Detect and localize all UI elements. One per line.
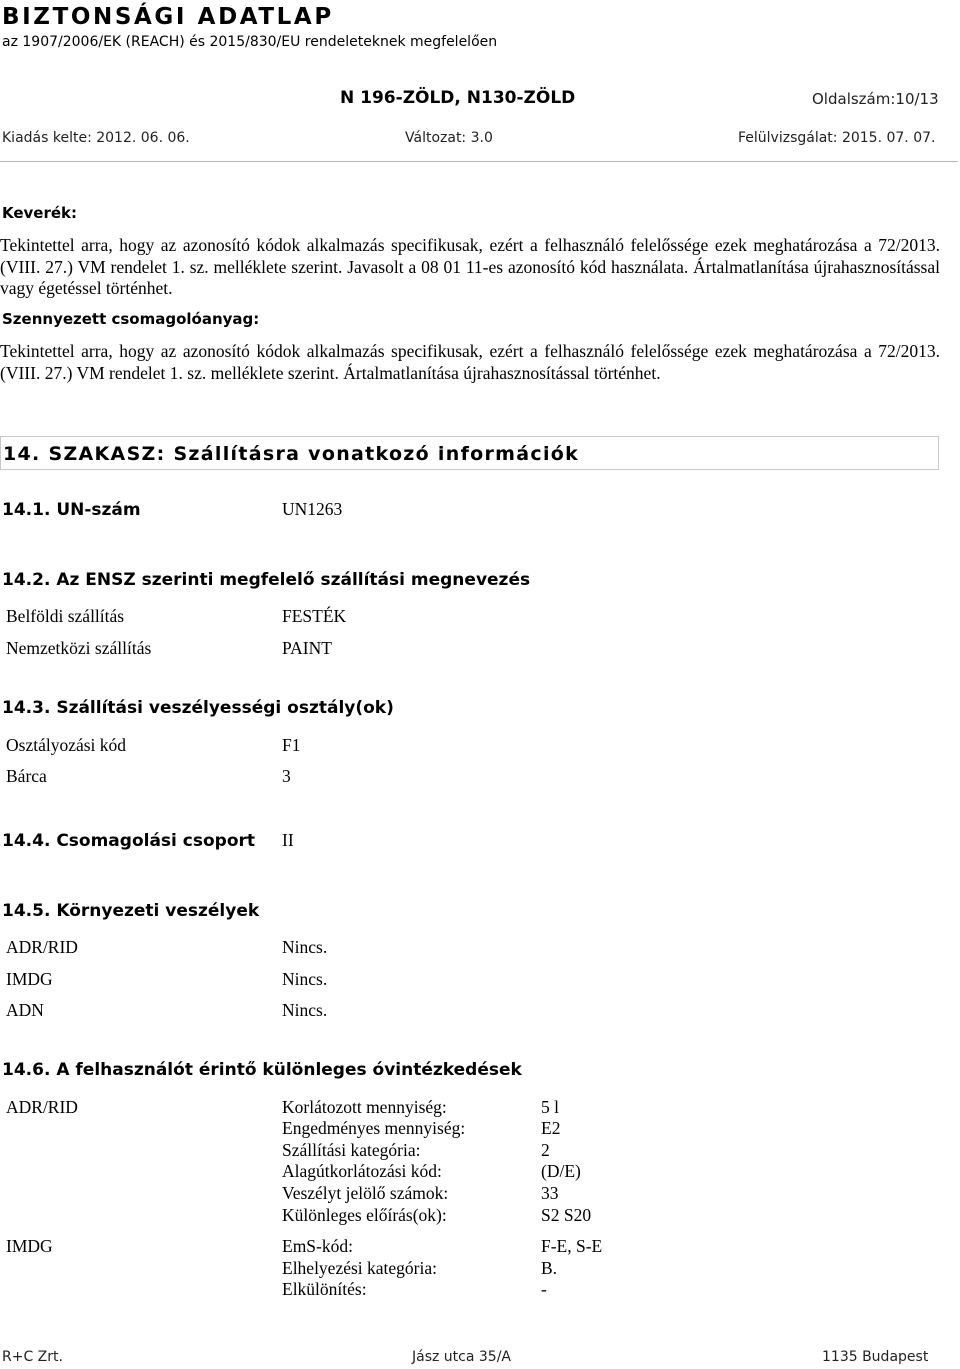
excepted-quantity-label: Engedményes mennyiség: — [282, 1118, 466, 1138]
precaution-adr-label: ADR/RID — [6, 1097, 78, 1117]
section-14-title: 14. SZAKASZ: Szállításra vonatkozó információk — [3, 443, 580, 465]
domestic-transport-value: FESTÉK — [282, 606, 347, 626]
mixture-label: Keverék: — [2, 204, 78, 222]
domestic-transport-label: Belföldi szállítás — [6, 606, 125, 626]
tunnel-code-value: (D/E) — [541, 1161, 581, 1181]
ems-code-label: EmS-kód: — [282, 1236, 353, 1256]
segregation-label: Elkülönítés: — [282, 1279, 367, 1299]
footer-city: 1135 Budapest — [822, 1349, 929, 1365]
mixture-paragraph: Tekintettel arra, hogy az azonosító kódok alkalmazás specifikusak, ezért a felhasználó felelőssége ezek meghatározása a 72/2013. (VIII. 27.) VM rendelet 1. sz. melléklete szerint. Javasolt a 08 01 11-es azonosító kód használata. Ártalmatlanítása újrahasznosítással vagy égetéssel történhet. — [0, 235, 940, 298]
page-number: Oldalszám:10/13 — [812, 90, 939, 108]
special-provisions-label: Különleges előírás(ok): — [282, 1205, 447, 1225]
precaution-imdg-label: IMDG — [6, 1236, 53, 1256]
ems-code-value: F-E, S-E — [541, 1236, 603, 1256]
limited-quantity-label: Korlátozott mennyiség: — [282, 1097, 447, 1117]
label-number-label: Bárca — [6, 766, 47, 786]
international-transport-value: PAINT — [282, 638, 332, 658]
un-number-heading: 14.1. UN-szám — [2, 500, 141, 520]
transport-category-value: 2 — [541, 1140, 550, 1160]
tunnel-code-label: Alagútkorlátozási kód: — [282, 1161, 442, 1181]
packing-group-value: II — [282, 830, 294, 850]
special-precautions-heading: 14.6. A felhasználót érintő különleges óvintézkedések — [2, 1060, 522, 1080]
special-provisions-value: S2 S20 — [541, 1205, 592, 1225]
hazard-id-number-value: 33 — [541, 1183, 559, 1203]
shipping-name-heading: 14.2. Az ENSZ szerinti megfelelő szállítási megnevezés — [2, 570, 531, 590]
classification-code-value: F1 — [282, 735, 301, 755]
footer-street: Jász utca 35/A — [412, 1349, 511, 1365]
env-adn-value: Nincs. — [282, 1000, 328, 1020]
issue-date: Kiadás kelte: 2012. 06. 06. — [2, 130, 190, 146]
document-title: BIZTONSÁGI ADATLAP — [2, 4, 334, 30]
env-adr-value: Nincs. — [282, 937, 328, 957]
packaging-label: Szennyezett csomagolóanyag: — [2, 310, 260, 328]
revision-date: Felülvizsgálat: 2015. 07. 07. — [738, 130, 936, 146]
env-adr-label: ADR/RID — [6, 937, 78, 957]
environmental-hazards-heading: 14.5. Környezeti veszélyek — [2, 901, 260, 921]
excepted-quantity-value: E2 — [541, 1118, 561, 1138]
packing-group-heading: 14.4. Csomagolási csoport — [2, 831, 256, 851]
stowage-category-value: B. — [541, 1258, 558, 1278]
hazard-id-number-label: Veszélyt jelölő számok: — [282, 1183, 449, 1203]
transport-category-label: Szállítási kategória: — [282, 1140, 421, 1160]
document-subtitle: az 1907/2006/EK (REACH) és 2015/830/EU rendeleteknek megfelelően — [2, 34, 498, 50]
env-adn-label: ADN — [6, 1000, 44, 1020]
packaging-paragraph: Tekintettel arra, hogy az azonosító kódok alkalmazás specifikusak, ezért a felhasználó felelőssége ezek meghatározása a 72/2013. (VIII. 27.) VM rendelet 1. sz. melléklete szerint. Ártalmatlanítása újrahasznosítással történhet. — [0, 341, 940, 383]
env-imdg-value: Nincs. — [282, 969, 328, 989]
label-number-value: 3 — [282, 766, 291, 786]
stowage-category-label: Elhelyezési kategória: — [282, 1258, 437, 1278]
env-imdg-label: IMDG — [6, 969, 53, 989]
hazard-class-heading: 14.3. Szállítási veszélyességi osztály(ok) — [2, 698, 394, 718]
version: Változat: 3.0 — [405, 130, 493, 146]
un-number-value: UN1263 — [282, 499, 343, 519]
segregation-value: - — [541, 1279, 547, 1299]
international-transport-label: Nemzetközi szállítás — [6, 638, 152, 658]
product-name: N 196-ZÖLD, N130-ZÖLD — [340, 88, 576, 108]
header-divider — [0, 161, 958, 162]
limited-quantity-value: 5 l — [541, 1097, 559, 1117]
footer-company: R+C Zrt. — [2, 1349, 63, 1365]
classification-code-label: Osztályozási kód — [6, 735, 127, 755]
